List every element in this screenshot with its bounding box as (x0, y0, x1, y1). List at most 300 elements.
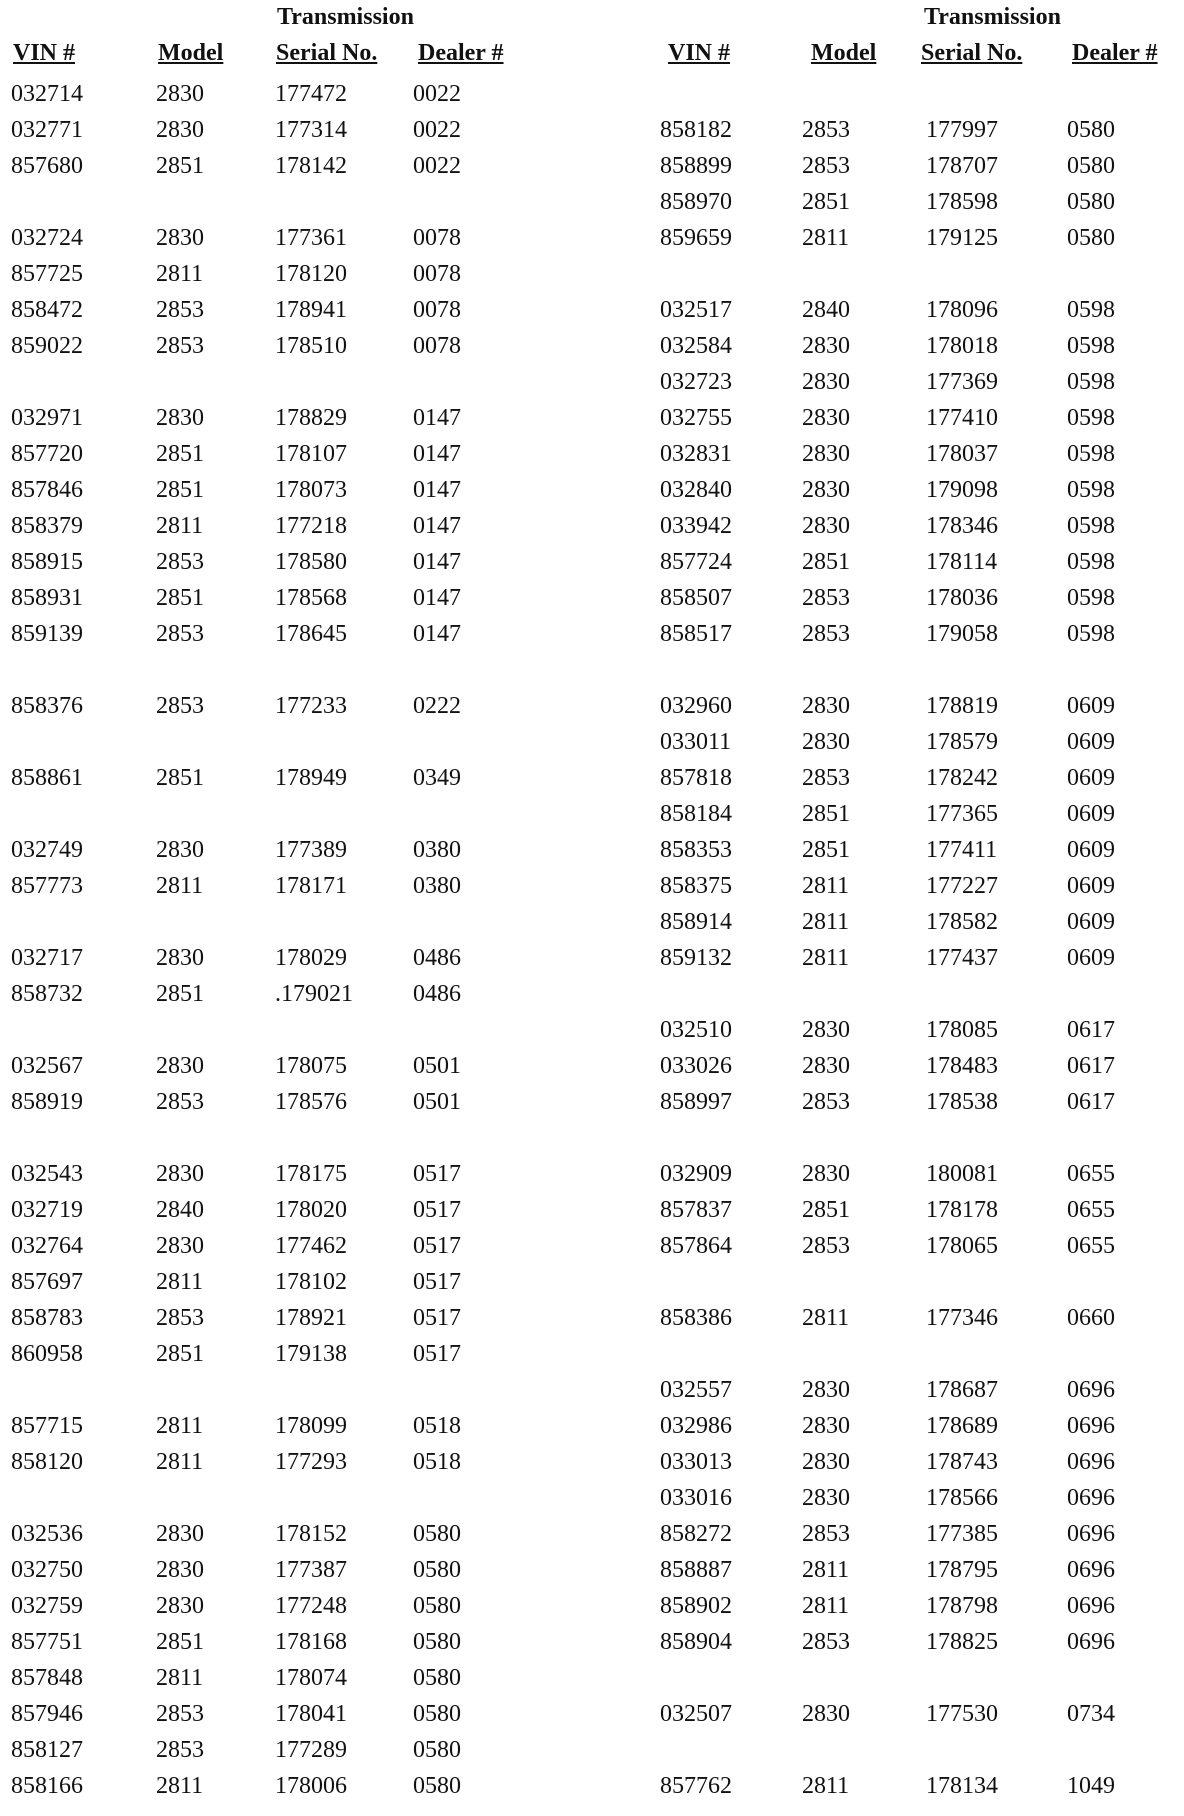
dealer-cell: 0147 (413, 477, 461, 503)
model-cell: 2851 (156, 153, 204, 179)
vin-cell: 033011 (660, 729, 732, 755)
dealer-cell: 0696 (1067, 1557, 1115, 1583)
table-row (650, 225, 1184, 261)
model-cell: 2811 (802, 1305, 850, 1331)
dealer-cell: 0580 (413, 1665, 461, 1691)
dealer-cell: 0696 (1067, 1485, 1115, 1511)
table-row (650, 117, 1184, 153)
serial-cell: 179125 (926, 225, 998, 251)
table-row (0, 1305, 560, 1341)
dealer-cell: 0617 (1067, 1089, 1115, 1115)
dealer-cell: 0609 (1067, 837, 1115, 863)
dealer-cell: 0078 (413, 333, 461, 359)
dealer-cell: 0580 (413, 1593, 461, 1619)
dealer-cell: 0380 (413, 837, 461, 863)
model-cell: 2851 (802, 549, 850, 575)
table-row (650, 1413, 1184, 1449)
table-row (0, 1593, 560, 1629)
dealer-cell: 0696 (1067, 1413, 1115, 1439)
dealer-cell: 0518 (413, 1449, 461, 1475)
table-row (0, 225, 560, 261)
serial-cell: 177462 (275, 1233, 347, 1259)
vin-cell: 857697 (11, 1269, 83, 1295)
serial-cell: 178579 (926, 729, 998, 755)
model-cell: 2830 (802, 1449, 850, 1475)
dealer-cell: 0517 (413, 1197, 461, 1223)
table-row (650, 1089, 1184, 1125)
model-cell: 2830 (802, 693, 850, 719)
model-cell: 2851 (802, 1197, 850, 1223)
model-cell: 2811 (156, 1773, 204, 1799)
dealer-cell: 0609 (1067, 945, 1115, 971)
serial-header: Serial No. (921, 40, 1023, 66)
model-cell: 2830 (802, 1413, 850, 1439)
table-row (650, 909, 1184, 945)
table-row (0, 837, 560, 873)
vin-cell: 032831 (660, 441, 732, 467)
table-row (0, 765, 560, 801)
model-cell: 2811 (156, 1413, 204, 1439)
dealer-cell: 0147 (413, 513, 461, 539)
blank-row (0, 909, 560, 945)
vin-cell: 032759 (11, 1593, 83, 1619)
vin-cell: 858915 (11, 549, 83, 575)
serial-cell: 179058 (926, 621, 998, 647)
table-row (0, 621, 560, 657)
table-row (0, 1341, 560, 1377)
serial-cell: 178941 (275, 297, 347, 323)
table-row (0, 1773, 560, 1809)
serial-cell: 178075 (275, 1053, 347, 1079)
serial-cell: 178242 (926, 765, 998, 791)
vin-cell: 032584 (660, 333, 732, 359)
model-cell: 2830 (802, 1701, 850, 1727)
vin-cell: 860958 (11, 1341, 83, 1367)
serial-cell: 178073 (275, 477, 347, 503)
serial-cell: 178018 (926, 333, 998, 359)
model-cell: 2851 (156, 585, 204, 611)
table-row (650, 585, 1184, 621)
table-row (650, 729, 1184, 765)
serial-cell: 178510 (275, 333, 347, 359)
table-row (0, 945, 560, 981)
model-cell: 2851 (156, 1629, 204, 1655)
vin-cell: 858376 (11, 693, 83, 719)
serial-cell: 178168 (275, 1629, 347, 1655)
dealer-cell: 0078 (413, 261, 461, 287)
model-cell: 2811 (802, 1773, 850, 1799)
dealer-cell: 0598 (1067, 621, 1115, 647)
model-cell: 2811 (156, 1269, 204, 1295)
serial-cell: 178152 (275, 1521, 347, 1547)
vin-cell: 857715 (11, 1413, 83, 1439)
model-cell: 2851 (156, 765, 204, 791)
vin-cell: 857818 (660, 765, 732, 791)
serial-cell: 178114 (926, 549, 998, 575)
dealer-cell: 0517 (413, 1269, 461, 1295)
dealer-cell: 0598 (1067, 369, 1115, 395)
table-row (0, 1269, 560, 1305)
dealer-cell: 0598 (1067, 477, 1115, 503)
dealer-cell: 0486 (413, 981, 461, 1007)
table-row (0, 1737, 560, 1773)
vin-cell: 032719 (11, 1197, 83, 1223)
vin-cell: 857724 (660, 549, 732, 575)
blank-row (650, 1737, 1184, 1773)
vin-cell: 857762 (660, 1773, 732, 1799)
table-row (0, 1161, 560, 1197)
model-cell: 2811 (156, 873, 204, 899)
blank-row (0, 189, 560, 225)
dealer-cell: 0598 (1067, 405, 1115, 431)
dealer-cell: 0655 (1067, 1161, 1115, 1187)
dealer-cell: 0580 (413, 1521, 461, 1547)
dealer-cell: 0222 (413, 693, 461, 719)
model-cell: 2830 (156, 405, 204, 431)
vin-cell: 858970 (660, 189, 732, 215)
model-cell: 2830 (802, 513, 850, 539)
model-cell: 2853 (156, 621, 204, 647)
blank-row (650, 1269, 1184, 1305)
vin-cell: 032771 (11, 117, 83, 143)
table-row (0, 405, 560, 441)
serial-cell: 178921 (275, 1305, 347, 1331)
table-row (0, 117, 560, 153)
model-header: Model (158, 40, 224, 66)
model-cell: 2853 (802, 153, 850, 179)
model-cell: 2851 (156, 477, 204, 503)
blank-row (0, 369, 560, 405)
vin-cell: 858272 (660, 1521, 732, 1547)
vin-cell: 032764 (11, 1233, 83, 1259)
model-cell: 2853 (156, 693, 204, 719)
blank-row (0, 1125, 560, 1161)
blank-row (650, 1665, 1184, 1701)
table-row (0, 441, 560, 477)
serial-cell: 177369 (926, 369, 998, 395)
model-cell: 2811 (802, 909, 850, 935)
transmission-header: Transmission (924, 4, 1061, 30)
model-cell: 2811 (802, 1557, 850, 1583)
table-row (650, 1233, 1184, 1269)
table-row (650, 621, 1184, 657)
dealer-cell: 0147 (413, 441, 461, 467)
model-cell: 2830 (802, 333, 850, 359)
table-row (0, 585, 560, 621)
serial-cell: 178949 (275, 765, 347, 791)
blank-row (650, 1341, 1184, 1377)
dealer-cell: 0655 (1067, 1233, 1115, 1259)
table-row (650, 873, 1184, 909)
model-cell: 2830 (156, 1161, 204, 1187)
serial-cell: 180081 (926, 1161, 998, 1187)
vin-cell: 032840 (660, 477, 732, 503)
model-cell: 2830 (156, 81, 204, 107)
serial-cell: 177227 (926, 873, 998, 899)
vin-cell: 033013 (660, 1449, 732, 1475)
dealer-cell: 0696 (1067, 1593, 1115, 1619)
table-row (0, 1521, 560, 1557)
vin-cell: 858517 (660, 621, 732, 647)
serial-cell: 177289 (275, 1737, 347, 1763)
model-cell: 2853 (802, 1629, 850, 1655)
vin-cell: 032536 (11, 1521, 83, 1547)
model-cell: 2840 (802, 297, 850, 323)
dealer-cell: 1049 (1067, 1773, 1115, 1799)
blank-row (650, 1125, 1184, 1161)
blank-row (0, 801, 560, 837)
dealer-cell: 0609 (1067, 693, 1115, 719)
dealer-cell: 0609 (1067, 729, 1115, 755)
column-headers (0, 40, 560, 72)
serial-cell: 178825 (926, 1629, 998, 1655)
serial-cell: 178102 (275, 1269, 347, 1295)
serial-cell: 178576 (275, 1089, 347, 1115)
dealer-cell: 0655 (1067, 1197, 1115, 1223)
serial-cell: 178582 (926, 909, 998, 935)
vin-cell: 858379 (11, 513, 83, 539)
dealer-cell: 0598 (1067, 513, 1115, 539)
table-row (650, 1557, 1184, 1593)
dealer-cell: 0617 (1067, 1017, 1115, 1043)
table-row (0, 81, 560, 117)
dealer-cell: 0380 (413, 873, 461, 899)
vin-cell: 857725 (11, 261, 83, 287)
serial-cell: 178743 (926, 1449, 998, 1475)
table-row (0, 333, 560, 369)
dealer-header: Dealer # (1072, 40, 1158, 66)
dealer-cell: 0598 (1067, 549, 1115, 575)
blank-row (650, 981, 1184, 1017)
vin-cell: 858120 (11, 1449, 83, 1475)
table-row (650, 1053, 1184, 1089)
vin-cell: 032724 (11, 225, 83, 251)
serial-cell: 178819 (926, 693, 998, 719)
vin-cell: 033026 (660, 1053, 732, 1079)
vin-cell: 857848 (11, 1665, 83, 1691)
vin-cell: 033942 (660, 513, 732, 539)
vin-cell: 032507 (660, 1701, 732, 1727)
serial-cell: 178795 (926, 1557, 998, 1583)
model-cell: 2851 (156, 1341, 204, 1367)
serial-cell: 178598 (926, 189, 998, 215)
dealer-cell: 0580 (413, 1737, 461, 1763)
serial-cell: 177472 (275, 81, 347, 107)
table-row (650, 297, 1184, 333)
dealer-cell: 0696 (1067, 1449, 1115, 1475)
vin-cell: 032517 (660, 297, 732, 323)
vin-cell: 032960 (660, 693, 732, 719)
vin-cell: 858861 (11, 765, 83, 791)
dealer-cell: 0517 (413, 1305, 461, 1331)
dealer-cell: 0501 (413, 1053, 461, 1079)
vin-cell: 032510 (660, 1017, 732, 1043)
vin-cell: 858783 (11, 1305, 83, 1331)
dealer-cell: 0696 (1067, 1629, 1115, 1655)
dealer-cell: 0580 (1067, 189, 1115, 215)
vin-cell: 858931 (11, 585, 83, 611)
table-row (0, 297, 560, 333)
vin-cell: 857846 (11, 477, 83, 503)
model-cell: 2830 (156, 225, 204, 251)
dealer-cell: 0518 (413, 1413, 461, 1439)
vin-cell: 032543 (11, 1161, 83, 1187)
vin-cell: 032749 (11, 837, 83, 863)
blank-row (650, 261, 1184, 297)
serial-cell: 177411 (926, 837, 998, 863)
vin-cell: 857837 (660, 1197, 732, 1223)
model-cell: 2853 (802, 585, 850, 611)
model-cell: 2811 (802, 1593, 850, 1619)
model-cell: 2830 (802, 477, 850, 503)
table-row (0, 1665, 560, 1701)
serial-cell: 177233 (275, 693, 347, 719)
vin-cell: 859139 (11, 621, 83, 647)
model-cell: 2830 (156, 1233, 204, 1259)
model-cell: 2853 (802, 1233, 850, 1259)
serial-cell: 178798 (926, 1593, 998, 1619)
serial-cell: 177437 (926, 945, 998, 971)
serial-cell: 178037 (926, 441, 998, 467)
serial-cell: 178178 (926, 1197, 998, 1223)
table-row (650, 1017, 1184, 1053)
model-cell: 2830 (802, 1377, 850, 1403)
model-cell: 2853 (156, 333, 204, 359)
serial-cell: 178020 (275, 1197, 347, 1223)
serial-cell: 177997 (926, 117, 998, 143)
dealer-cell: 0580 (413, 1557, 461, 1583)
serial-cell: 178687 (926, 1377, 998, 1403)
serial-cell: 178085 (926, 1017, 998, 1043)
vin-cell: 858472 (11, 297, 83, 323)
table-row (650, 1701, 1184, 1737)
table-row (650, 1305, 1184, 1341)
table-row (650, 189, 1184, 225)
model-cell: 2811 (802, 873, 850, 899)
table-row (650, 945, 1184, 981)
dealer-cell: 0598 (1067, 333, 1115, 359)
vin-cell: 857864 (660, 1233, 732, 1259)
vin-cell: 859022 (11, 333, 83, 359)
dealer-cell: 0609 (1067, 801, 1115, 827)
serial-cell: 177530 (926, 1701, 998, 1727)
table-row (650, 153, 1184, 189)
dealer-cell: 0598 (1067, 585, 1115, 611)
dealer-cell: 0486 (413, 945, 461, 971)
model-cell: 2830 (802, 1161, 850, 1187)
blank-row (650, 657, 1184, 693)
vin-cell: 858507 (660, 585, 732, 611)
model-cell: 2811 (802, 945, 850, 971)
table-row (650, 441, 1184, 477)
serial-cell: 178041 (275, 1701, 347, 1727)
model-cell: 2830 (802, 1017, 850, 1043)
dealer-cell: 0517 (413, 1233, 461, 1259)
table-row (0, 1557, 560, 1593)
dealer-cell: 0580 (1067, 117, 1115, 143)
vin-cell: 858182 (660, 117, 732, 143)
serial-cell: 178538 (926, 1089, 998, 1115)
table-row (650, 765, 1184, 801)
blank-row (0, 1017, 560, 1053)
serial-cell: 178029 (275, 945, 347, 971)
dealer-cell: 0580 (1067, 225, 1115, 251)
dealer-cell: 0147 (413, 549, 461, 575)
vin-cell: 858375 (660, 873, 732, 899)
dealer-cell: 0696 (1067, 1521, 1115, 1547)
vin-cell: 858997 (660, 1089, 732, 1115)
model-cell: 2830 (802, 1485, 850, 1511)
model-cell: 2853 (802, 1089, 850, 1115)
serial-cell: 178099 (275, 1413, 347, 1439)
model-cell: 2811 (802, 225, 850, 251)
serial-cell: 178074 (275, 1665, 347, 1691)
vin-cell: 858899 (660, 153, 732, 179)
serial-cell: 178689 (926, 1413, 998, 1439)
vin-cell: 858732 (11, 981, 83, 1007)
vin-cell: 859659 (660, 225, 732, 251)
model-cell: 2811 (156, 513, 204, 539)
model-cell: 2853 (156, 549, 204, 575)
model-cell: 2853 (156, 1089, 204, 1115)
serial-cell: 178120 (275, 261, 347, 287)
dealer-cell: 0617 (1067, 1053, 1115, 1079)
blank-row (0, 657, 560, 693)
table-row (0, 1197, 560, 1233)
serial-cell: .179021 (275, 981, 353, 1007)
model-cell: 2851 (802, 837, 850, 863)
serial-cell: 179098 (926, 477, 998, 503)
serial-cell: 178171 (275, 873, 347, 899)
table-row (650, 801, 1184, 837)
table-row (650, 1521, 1184, 1557)
table-row (0, 153, 560, 189)
model-cell: 2851 (802, 189, 850, 215)
model-cell: 2830 (156, 837, 204, 863)
serial-cell: 178175 (275, 1161, 347, 1187)
dealer-cell: 0349 (413, 765, 461, 791)
serial-cell: 177389 (275, 837, 347, 863)
blank-row (0, 729, 560, 765)
dealer-cell: 0598 (1067, 441, 1115, 467)
table-row (650, 369, 1184, 405)
dealer-cell: 0580 (413, 1701, 461, 1727)
serial-cell: 178346 (926, 513, 998, 539)
serial-cell: 178707 (926, 153, 998, 179)
table-row (0, 1233, 560, 1269)
table-row (650, 1197, 1184, 1233)
model-cell: 2830 (156, 945, 204, 971)
serial-cell: 177385 (926, 1521, 998, 1547)
table-row (650, 1593, 1184, 1629)
dealer-cell: 0580 (413, 1629, 461, 1655)
serial-cell: 177218 (275, 513, 347, 539)
serial-cell: 179138 (275, 1341, 347, 1367)
table-row (650, 693, 1184, 729)
model-cell: 2830 (156, 117, 204, 143)
dealer-cell: 0609 (1067, 909, 1115, 935)
table-row (0, 1449, 560, 1485)
model-cell: 2830 (156, 1557, 204, 1583)
table-row (650, 549, 1184, 585)
dealer-cell: 0598 (1067, 297, 1115, 323)
table-row (650, 513, 1184, 549)
dealer-cell: 0660 (1067, 1305, 1115, 1331)
model-header: Model (811, 40, 877, 66)
table-row (0, 1053, 560, 1089)
serial-cell: 178483 (926, 1053, 998, 1079)
model-cell: 2830 (156, 1521, 204, 1547)
